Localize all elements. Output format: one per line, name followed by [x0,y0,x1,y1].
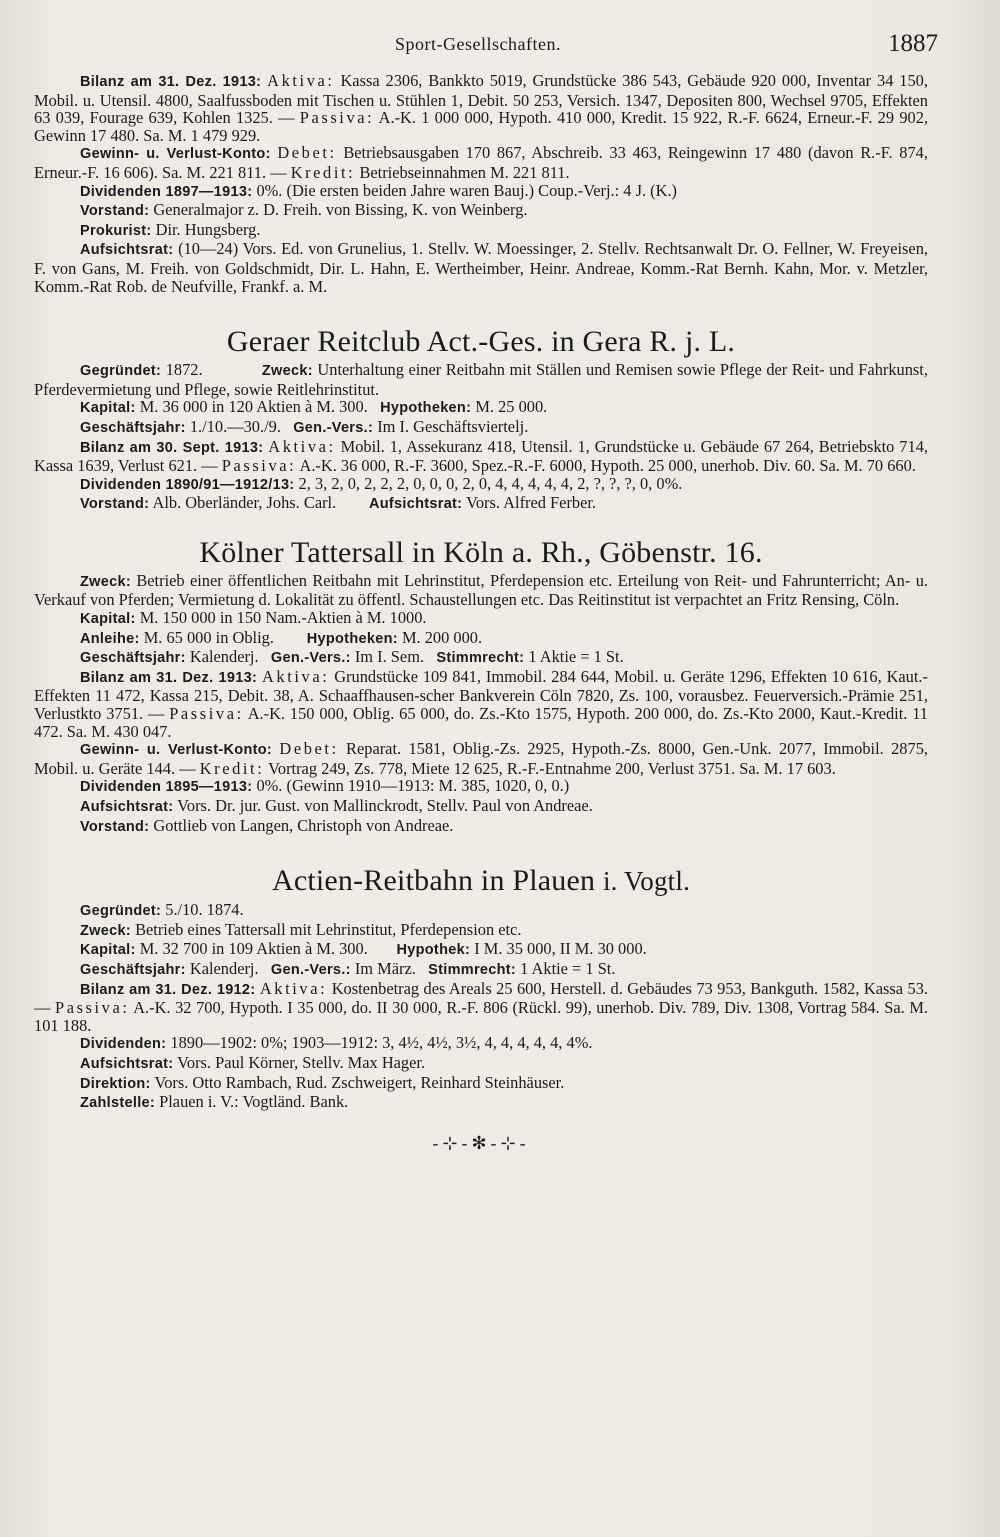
geraer-gegruendet [34,361,928,398]
label: Gen.-Vers.: [270,961,351,978]
text: Kalenderj. [189,958,259,978]
label: Bilanz am 31. Dez. 1912: [80,981,256,998]
label: Dividenden 1897—1913: [80,183,253,200]
koelner-anleihe [34,629,928,649]
text: Vors. Dr. jur. Gust. von Mallinckrodt, Stellv. Paul von Andreae. [177,796,593,815]
label: Geschäftsjahr: [80,961,186,978]
label: Zahlstelle: [80,1095,156,1112]
label: Aufsichtsrat: [80,242,174,259]
label: Kapital: [80,611,136,628]
title-suffix: R. j. L. [649,325,736,359]
text: Generalmajor z. D. Freih. von Bissing, K. von Weinberg. [153,200,528,220]
koelner-geschaeftsjahr [34,648,928,668]
text: Plauen i. V.: Vogtländ. Bank. [159,1092,349,1112]
title: Geraer Reitclub Act.-Ges. in Gera [226,325,642,359]
s1-aufsichtsrat [34,240,928,295]
s1-prokurist [34,221,928,241]
label: Gewinn- u. Verlust-Konto: [80,742,273,759]
plauen-direktion [34,1074,928,1094]
text: Gottlieb von Langen, Christoph von Andreae. [153,815,454,835]
geraer-geschaeftsjahr [34,418,928,438]
s1-bilanz [34,72,928,144]
title: Actien-Reitbahn in Plauen [271,864,596,898]
text: 2, 3, 2, 0, 2, 2, 2, 0, 0, 0, 2, 0, 4, 4, 4, 4, 4, 2, ?, ?, ?, 0, 0%. [298,473,683,493]
text: Im I. Sem. [354,647,425,667]
text: A.-K. 36 000, R.-F. 3600, Spez.-R.-F. 6000, Hypoth. 25 000, unerhob. Div. 60. Sa. M. 70 660. [299,456,916,476]
plauen-dividenden [34,1034,928,1054]
text: Im I. Geschäftsviertelj. [377,416,529,436]
label: Dividenden 1895—1913: [80,779,253,796]
geraer-kapital [34,398,928,418]
page-content [34,72,928,1152]
passiva-label: Passiva: [299,108,375,128]
text: Dir. Hungsberg. [155,219,261,239]
passiva-label: Passiva: [54,998,130,1018]
koelner-guv [34,740,928,777]
label: Gen.-Vers.: [270,650,351,667]
label: Zweck: [80,922,131,939]
geraer-dividenden [34,475,928,495]
page-number: 1887 [888,30,938,57]
text: 1890—1902: 0%; 1903—1912: 3, 4½, 4½, 3½, 4, 4, 4, 4, 4, 4%. [170,1033,593,1053]
label: Hypotheken: [306,630,398,647]
text: I M. 35 000, II M. 30 000. [474,939,647,959]
text: 0%. (Gewinn 1910—1913: M. 385, 1020, 0, 0.) [256,776,570,796]
koelner-aufsichtsrat [34,797,928,817]
text: Vors. Otto Rambach, Rud. Zschweigert, Reinhard Steinhäuser. [154,1072,565,1092]
text: Betrieb einer öffentlichen Reitbahn mit Lehrinstitut, Pferdepension etc. Erteilung von Reit- und Fahrunterricht; An- u. Verkauf von Pferden; Vermietung d. Lokalität zu öffentl. Schaustellungen etc. Das Reitinstitut ist verpachtet an Fritz Rensing, Cöln. [34,570,928,610]
plauen-aufsichtsrat [34,1054,928,1074]
label: Gegründet: [80,903,162,920]
s1-vorstand [34,201,928,221]
plauen-zweck [34,921,928,941]
label: Stimmrecht: [436,650,525,667]
label: Anleihe: [80,630,140,647]
s1-guv [34,144,928,181]
label: Prokurist: [80,222,152,239]
koelner-zweck [34,572,928,609]
text: Im März. [354,958,416,978]
text: M. 65 000 in Oblig. [143,627,274,647]
aktiva-label: Aktiva: [268,436,336,456]
label: Dividenden: [80,1036,167,1053]
text: 1./10.—30./9. [189,416,281,436]
text: 1 Aktie = 1 St. [520,958,616,978]
geraer-bilanz [34,438,928,475]
label: Bilanz am 30. Sept. 1913: [80,439,264,456]
kredit-label: Kredit: [290,162,356,182]
text: Vors. Paul Körner, Stellv. Max Hager. [177,1052,426,1072]
koelner-dividenden [34,777,928,797]
text: Alb. Oberländer, Johs. Carl. [152,493,337,513]
text: M. 25 000. [475,397,548,417]
text: Kassa 2306, Bankkto 5019, Grundstücke 386 543, Gebäude 920 000, Inventar 34 150, Mobil. u. Utensil. 4800, Saalfussboden mit Tischen u. Stühlen 1, Debit. 50 253, Versich. 1347, Depositen 800, Wechsel 9705, Effekten 63 039, Fourage 639, Kohlen 1325. — [34,71,928,128]
label: Bilanz am 31. Dez. 1913: [80,74,262,90]
aktiva-label: Aktiva: [259,978,328,998]
text: A.-K. 1 000 000, Hypoth. 410 000, Kredit. 15 922, R.-F. 6624, Erneur.-F. 29 902, Gewinn 17 480. Sa. M. 1 479 929. [34,108,928,145]
label: Geschäftsjahr: [80,650,186,667]
plauen-gegruendet [34,901,928,921]
kredit-label: Kredit: [199,758,265,778]
geraer-vorstand [34,494,928,514]
text: Betriebsausgaben 170 867, Abschreib. 33 463, Reingewinn 17 480 (davon R.-F. 874, Erneur.-F. 16 606). Sa. M. 221 811. — [34,143,928,182]
label: Bilanz am 31. Dez. 1913: [80,669,258,686]
page-header [0,30,1000,64]
text: (10—24) Vors. Ed. von Grunelius, 1. Stellv. W. Moessinger, 2. Stellv. Rechtsanwalt Dr. O. Fellner, W. Freyeisen, F. von Gans, M. Freih. von Goldschmidt, Dir. L. Hahn, E. Wertheimber, Heinr. Andreae, Komm.-Rat Bernh. Kahn, Mor. v. Metzler, Komm.-Rat Rob. de Neufville, Frankf. a. M. [34,239,928,296]
section-title-geraer [34,325,928,359]
debet-label: Debet: [279,739,339,759]
label: Zweck: [80,573,131,590]
plauen-kapital [34,940,928,960]
text: Vortrag 249, Zs. 778, Miete 12 625, R.-F.-Entnahme 200, Verlust 3751. Sa. M. 17 603. [268,758,836,778]
s1-dividenden [34,182,928,202]
label: Vorstand: [80,496,150,513]
text: 1872. [165,360,203,380]
text: Reparat. 1581, Oblig.-Zs. 2925, Hypoth.-Zs. 8000, Gen.-Unk. 2077, Immobil. 2875, Mobil. u. Geräte 144. — [34,739,928,778]
label: Hypothek: [396,942,471,959]
text: Mobil. 1, Assekuranz 418, Utensil. 1, Grundstücke u. Gebäude 67 264, Betriebskto 714, Kassa 1639, Verlust 621. — [34,436,928,476]
text: M. 150 000 in 150 Nam.-Aktien à M. 1000. [139,608,427,628]
title: Kölner Tattersall in Köln [199,535,505,569]
text: A.-K. 32 700, Hypoth. I 35 000, do. II 30 000, R.-F. 806 (Rückl. 99), unerhob. Div. 789, Div. 1308, Vortrag 584. Sa. M. 101 188. [34,998,928,1035]
label: Stimmrecht: [428,961,517,978]
label: Aufsichtsrat: [368,496,463,513]
passiva-label: Passiva: [169,704,244,724]
text: 5./10. 1874. [165,900,244,920]
label: Vorstand: [80,818,150,835]
running-title: Sport-Gesellschaften. [395,34,561,54]
text: 0%. (Die ersten beiden Jahre waren Bauj.) Coup.-Verj.: 4 J. (K.) [256,180,677,200]
aktiva-label: Aktiva: [261,666,330,686]
debet-label: Debet: [277,143,337,163]
label: Hypotheken: [380,400,472,417]
label: Vorstand: [80,203,150,220]
koelner-kapital [34,609,928,629]
label: Dividenden 1890/91—1912/13: [80,476,295,493]
section-separator-ornament: -⊹-✻-⊹- [432,1132,530,1153]
plauen-geschaeftsjahr [34,960,928,980]
text: Kalenderj. [189,647,259,667]
text: Vors. Alfred Ferber. [466,493,597,513]
label: Direktion: [80,1075,151,1092]
section-title-plauen [34,864,928,898]
text: Betrieb eines Tattersall mit Lehrinstitut, Pferdepension etc. [135,919,522,939]
text: A.-K. 150 000, Oblig. 65 000, do. Zs.-Kto 1575, Hypoth. 200 000, do. Zs.-Kto 2000, Kaut.-Kredit. 11 472. Sa. M. 430 047. [34,704,928,741]
text: 1 Aktie = 1 St. [528,647,624,667]
label: Aufsichtsrat: [80,799,174,815]
label: Kapital: [80,942,136,959]
label: Zweck: [261,363,313,380]
aktiva-label: Aktiva: [267,71,335,90]
section-title-koelner [34,536,928,570]
text: M. 200 000. [401,627,483,647]
text: Betriebseinnahmen M. 221 811. [359,162,570,182]
text: Unterhaltung einer Reitbahn mit Ställen und Remisen sowie Pflege der Reit- und Fahrkunst, Pferdevermietung und Pflege, sowie Reitlehrinstitut. [34,360,928,399]
label: Gen.-Vers.: [293,419,374,436]
text: M. 32 700 in 109 Aktien à M. 300. [139,939,368,959]
text: Kostenbetrag des Areals 25 600, Herstell. d. Gebäudes 73 953, Bankguth. 1582, Kassa 53. — [34,978,928,1018]
koelner-vorstand [34,817,928,837]
text: Grundstücke 109 841, Immobil. 284 644, Mobil. u. Geräte 1296, Effekten 10 616, Kaut.-Effekten 11 472, Kassa 215, Debit. 38, A. Schaaffhausen-scher Bankverein Cöln 7820, Zs. 100, vorausbez. Feuerversich.-Prämie 251, Verlustkto 3751. — [34,666,928,724]
label: Gegründet: [80,363,162,380]
label: Geschäftsjahr: [80,419,186,436]
plauen-zahlstelle [34,1093,928,1113]
title-suffix: i. Vogtl. [602,866,691,897]
koelner-bilanz [34,668,928,740]
passiva-label: Passiva: [221,456,297,476]
label: Kapital: [80,400,136,417]
plauen-bilanz [34,980,928,1035]
text: M. 36 000 in 120 Aktien à M. 300. [139,397,368,417]
label: Gewinn- u. Verlust-Konto: [80,146,271,163]
label: Aufsichtsrat: [80,1055,174,1072]
title-suffix: a. Rh., Göbenstr. 16. [511,535,763,569]
